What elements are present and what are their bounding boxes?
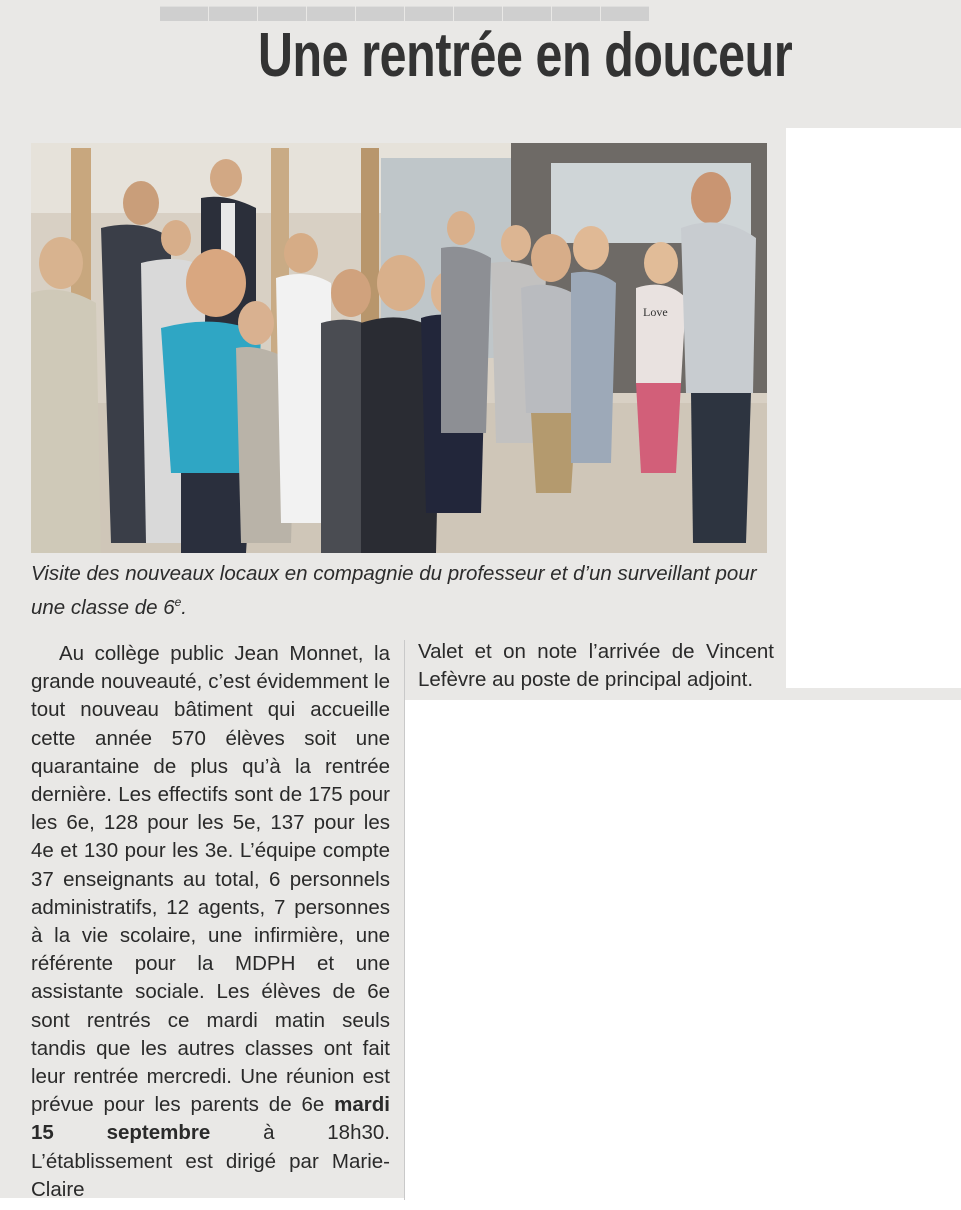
shirt-text: Love bbox=[643, 305, 668, 319]
column-divider bbox=[404, 640, 405, 1200]
article-headline: Une rentrée en douceur bbox=[258, 21, 793, 90]
article-body-column-2: Valet et on note l’arrivée de Vincent Lefèvre au poste de principal adjoint. bbox=[418, 640, 774, 692]
ghost-previous-headline: ▬▬▬▬▬▬▬▬▬▬ bbox=[160, 0, 650, 32]
masked-area-bottom bbox=[404, 700, 961, 1210]
masked-area-right bbox=[786, 128, 961, 688]
photo-caption: Visite des nouveaux locaux en compagnie du professeur et d’un surveillant pour une classe de 6e. bbox=[31, 562, 757, 619]
article-body-column-1: Au collège public Jean Monnet, la grande nouveauté, c’est évidemment le tout nouveau bâtiment qui accueille cette année 570 élèves soit une quarantaine de plus qu’à la rentrée dernière. Les effectifs sont de 175 pour les 6e, 128 pour les 5e, 137 pour les 4e et 130 pour les 3e. L’équipe compte 37 enseignants au total, 6 personnels administratifs, 12 agents, 7 personnes à la vie scolaire, une infirmière, une référente pour la MDPH et une assistante sociale. Les élèves de 6e sont rentrés ce mardi matin seuls tandis que les autres classes ont fait leur rentrée mercredi. Une réunion est prévue pour les parents de 6e mardi 15 septembre à 18h30. L’établissement est dirigé par Marie-Claire bbox=[31, 642, 390, 1201]
article-photo bbox=[31, 143, 767, 553]
meeting-date: mardi 15 septembre bbox=[31, 1093, 390, 1145]
